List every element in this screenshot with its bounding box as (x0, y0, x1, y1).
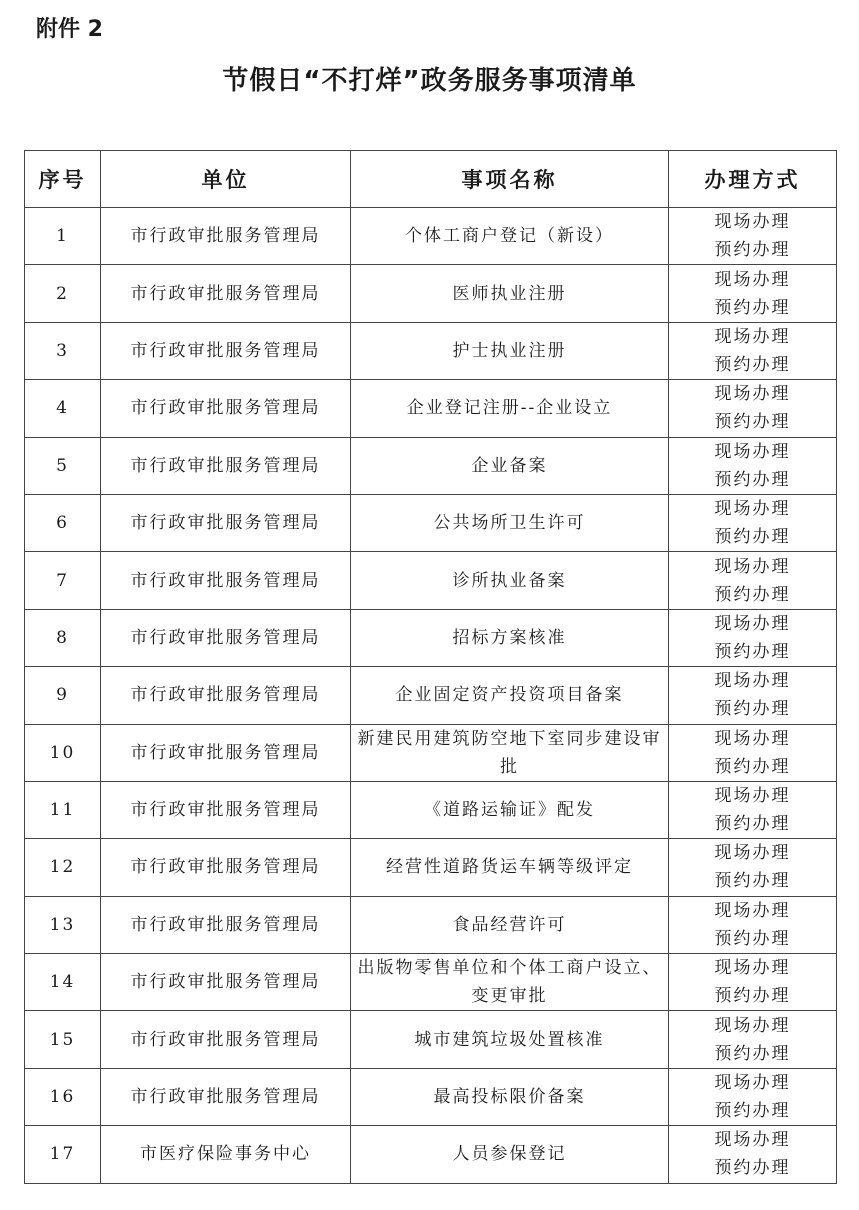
row-item-name: 出版物零售单位和个体工商户设立、变更审批 (351, 954, 669, 1011)
table-row (25, 667, 837, 724)
row-number: 15 (25, 1011, 101, 1068)
row-unit: 市行政审批服务管理局 (101, 724, 351, 781)
row-item-name: 人员参保登记 (351, 1126, 669, 1183)
table-row (25, 437, 837, 494)
row-item-name: 个体工商户登记（新设） (351, 208, 669, 265)
header-method: 办理方式 (669, 151, 837, 208)
row-number: 3 (25, 322, 101, 379)
row-methods (669, 380, 837, 437)
row-number: 9 (25, 667, 101, 724)
row-number: 12 (25, 839, 101, 896)
method-entry: 预约办理 (714, 240, 791, 261)
table-row (25, 494, 837, 551)
table-row (25, 208, 837, 265)
row-methods (669, 437, 837, 494)
method-entry: 现场办理 (714, 958, 791, 979)
row-number: 5 (25, 437, 101, 494)
row-item-name: 医师执业注册 (351, 265, 669, 322)
row-number: 1 (25, 208, 101, 265)
method-entry: 预约办理 (714, 928, 791, 949)
row-item-name: 最高投标限价备案 (351, 1068, 669, 1125)
row-number: 17 (25, 1126, 101, 1183)
row-unit: 市行政审批服务管理局 (101, 1068, 351, 1125)
row-number: 8 (25, 609, 101, 666)
row-unit: 市医疗保险事务中心 (101, 1126, 351, 1183)
table-row (25, 609, 837, 666)
method-entry: 现场办理 (714, 326, 791, 347)
row-number: 6 (25, 494, 101, 551)
row-item-name: 企业登记注册--企业设立 (351, 380, 669, 437)
row-unit: 市行政审批服务管理局 (101, 437, 351, 494)
row-methods (669, 1011, 837, 1068)
method-entry: 现场办理 (714, 499, 791, 520)
row-methods (669, 724, 837, 781)
method-entry: 现场办理 (714, 269, 791, 290)
row-number: 14 (25, 954, 101, 1011)
row-methods (669, 322, 837, 379)
method-entry: 预约办理 (714, 1043, 791, 1064)
method-entry: 现场办理 (714, 671, 791, 692)
row-unit: 市行政审批服务管理局 (101, 322, 351, 379)
page-title: 节假日“不打烊”政务服务事项清单 (222, 66, 637, 96)
row-methods (669, 667, 837, 724)
row-item-name: 企业固定资产投资项目备案 (351, 667, 669, 724)
table-row (25, 724, 837, 781)
method-entry: 预约办理 (714, 986, 791, 1007)
row-item-name: 公共场所卫生许可 (351, 494, 669, 551)
row-item-name: 诊所执业备案 (351, 552, 669, 609)
row-unit: 市行政审批服务管理局 (101, 265, 351, 322)
method-entry: 现场办理 (714, 556, 791, 577)
method-entry: 现场办理 (714, 384, 791, 405)
header-number: 序号 (25, 151, 101, 208)
method-entry: 现场办理 (714, 786, 791, 807)
method-entry: 预约办理 (714, 354, 791, 375)
method-entry: 现场办理 (714, 843, 791, 864)
row-number: 16 (25, 1068, 101, 1125)
method-entry: 预约办理 (714, 814, 791, 835)
row-methods (669, 1126, 837, 1183)
header-unit: 单位 (101, 151, 351, 208)
row-number: 7 (25, 552, 101, 609)
row-item-name: 护士执业注册 (351, 322, 669, 379)
table-row (25, 781, 837, 838)
method-entry: 预约办理 (714, 1101, 791, 1122)
header-item-name: 事项名称 (351, 151, 669, 208)
row-methods (669, 265, 837, 322)
row-methods (669, 208, 837, 265)
method-entry: 现场办理 (714, 613, 791, 634)
table-row (25, 552, 837, 609)
row-item-name: 城市建筑垃圾处置核准 (351, 1011, 669, 1068)
method-entry: 预约办理 (714, 756, 791, 777)
method-entry: 预约办理 (714, 469, 791, 490)
row-item-name: 招标方案核准 (351, 609, 669, 666)
row-item-name: 企业备案 (351, 437, 669, 494)
service-items-table (24, 150, 837, 1184)
row-unit: 市行政审批服务管理局 (101, 839, 351, 896)
row-unit: 市行政审批服务管理局 (101, 954, 351, 1011)
method-entry: 预约办理 (714, 871, 791, 892)
row-item-name: 经营性道路货运车辆等级评定 (351, 839, 669, 896)
method-entry: 现场办理 (714, 1130, 791, 1151)
method-entry: 预约办理 (714, 1158, 791, 1179)
row-unit: 市行政审批服务管理局 (101, 494, 351, 551)
row-methods (669, 609, 837, 666)
row-number: 4 (25, 380, 101, 437)
table-row (25, 1011, 837, 1068)
table-row (25, 265, 837, 322)
row-number: 10 (25, 724, 101, 781)
row-unit: 市行政审批服务管理局 (101, 208, 351, 265)
row-unit: 市行政审批服务管理局 (101, 1011, 351, 1068)
row-number: 2 (25, 265, 101, 322)
row-methods (669, 781, 837, 838)
row-item-name: 《道路运输证》配发 (351, 781, 669, 838)
row-unit: 市行政审批服务管理局 (101, 667, 351, 724)
row-unit: 市行政审批服务管理局 (101, 896, 351, 953)
row-item-name: 食品经营许可 (351, 896, 669, 953)
row-methods (669, 494, 837, 551)
method-entry: 预约办理 (714, 584, 791, 605)
method-entry: 预约办理 (714, 699, 791, 720)
row-number: 13 (25, 896, 101, 953)
table-header-row (25, 151, 837, 208)
table-row (25, 380, 837, 437)
row-unit: 市行政审批服务管理局 (101, 609, 351, 666)
method-entry: 预约办理 (714, 412, 791, 433)
method-entry: 现场办理 (714, 728, 791, 749)
table-row (25, 322, 837, 379)
table-row (25, 954, 837, 1011)
method-entry: 现场办理 (714, 1015, 791, 1036)
table-row (25, 1068, 837, 1125)
row-methods (669, 896, 837, 953)
table-row (25, 839, 837, 896)
method-entry: 预约办理 (714, 641, 791, 662)
method-entry: 现场办理 (714, 212, 791, 233)
method-entry: 预约办理 (714, 527, 791, 548)
row-methods (669, 839, 837, 896)
method-entry: 现场办理 (714, 441, 791, 462)
method-entry: 现场办理 (714, 1073, 791, 1094)
table-row (25, 1126, 837, 1183)
row-methods (669, 954, 837, 1011)
row-item-name: 新建民用建筑防空地下室同步建设审批 (351, 724, 669, 781)
row-unit: 市行政审批服务管理局 (101, 380, 351, 437)
method-entry: 预约办理 (714, 297, 791, 318)
attachment-label: 附件 2 (36, 17, 103, 42)
row-methods (669, 1068, 837, 1125)
row-unit: 市行政审批服务管理局 (101, 781, 351, 838)
row-unit: 市行政审批服务管理局 (101, 552, 351, 609)
row-number: 11 (25, 781, 101, 838)
row-methods (669, 552, 837, 609)
method-entry: 现场办理 (714, 900, 791, 921)
table-row (25, 896, 837, 953)
